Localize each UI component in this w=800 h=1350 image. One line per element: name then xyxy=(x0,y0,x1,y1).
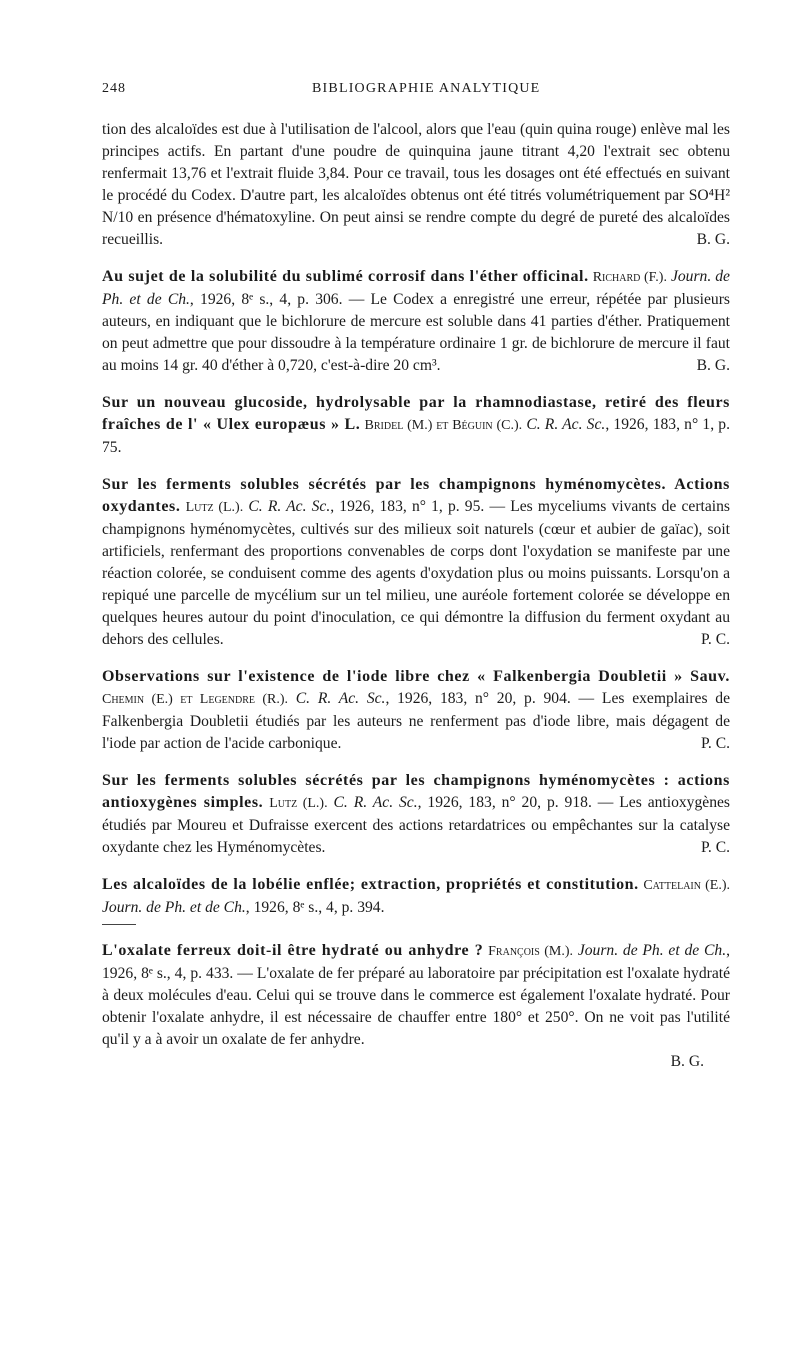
entry-continuation xyxy=(102,119,730,251)
entry-signature: P. C. xyxy=(700,735,730,752)
entry-text xyxy=(102,392,730,459)
entry-author: Chemin (E.) et Legendre (R.). xyxy=(102,692,289,707)
entry-title: Les alcaloïdes de la lobélie enflée; extraction, propriétés et constitution. xyxy=(102,876,639,893)
entry-journal: C. R. Ac. Sc. xyxy=(333,794,418,811)
entry-antioxygenes xyxy=(102,770,730,859)
entry-reference: , 1926, 183, n° 20, p. 918. — xyxy=(417,794,614,811)
entry-title: Au sujet de la solubilité du sublimé corrosif dans l'éther officinal. xyxy=(102,268,589,285)
entry-signature: B. G. xyxy=(696,231,730,248)
entry-oxalate-ferreux xyxy=(102,940,730,1073)
entry-signature: B. G. xyxy=(696,357,730,374)
entry-glucoside xyxy=(102,392,730,459)
entry-iode-libre xyxy=(102,666,730,755)
entry-journal: C. R. Ac. Sc. xyxy=(248,498,331,515)
entry-journal: Journ. de Ph. et de Ch. xyxy=(102,899,246,916)
entry-text xyxy=(102,266,730,377)
entry-text xyxy=(102,874,730,919)
entry-title: Sur les ferments solubles sécrétés par les champignons hyménomycètes : actions antioxygènes simples. xyxy=(102,772,730,811)
entry-body-text: Les antioxygènes étudiés par Moureu et Dufraisse exercent des actions retardatrices ou empêchantes sur la catalyse oxydante chez les Hyménomycètes. xyxy=(102,794,730,856)
entry-author: François (M.). xyxy=(488,944,573,959)
page-header xyxy=(102,78,730,104)
entry-journal: Journ. de Ph. et de Ch. xyxy=(102,268,730,308)
entry-signature: P. C. xyxy=(700,631,730,648)
entry-author: Lutz (L.). xyxy=(269,796,328,811)
entry-reference: , 1926, 8ᵉ s., 4, p. 433. — xyxy=(102,942,731,982)
entry-title: Sur les ferments solubles sécrétés par les champignons hyménomycètes. Actions oxydantes. xyxy=(102,476,730,515)
entry-author: Richard (F.). xyxy=(592,270,667,285)
document-page xyxy=(102,78,730,1073)
entry-lobelie xyxy=(102,874,730,925)
entry-body-text: L'oxalate de fer préparé au laboratoire par précipitation est l'oxalate hydraté à deux molécules d'eau. Celui qui se trouve dans le commerce est également l'oxalate hydraté. Pour obtenir l'oxalate anhydre, il est nécessaire de chauffer entre 180° et 250°. On ne voit pas l'utilité qu'il y a à avoir un oxalate de fer anhydre. xyxy=(102,965,730,1048)
entry-journal: Journ. de Ph. et de Ch. xyxy=(577,942,727,959)
entry-reference: , 1926, 183, n° 20, p. 904. — xyxy=(385,690,595,707)
entry-title: L'oxalate ferreux doit-il être hydraté ou anhydre ? xyxy=(102,942,484,959)
entry-body-text: Les exemplaires de Falkenbergia Doubletii étudiés par les auteurs ne renferment pas d'iode libre, mais dégagent de l'iode par action de l'acide carbonique. xyxy=(102,690,731,752)
separator-rule xyxy=(102,924,136,925)
entry-text xyxy=(102,474,730,651)
entry-sublime-corrosif xyxy=(102,266,730,377)
page-number: 248 xyxy=(102,81,126,96)
entry-journal: C. R. Ac. Sc. xyxy=(295,690,386,707)
entry-author: Bridel (M.) et Béguin (C.). xyxy=(364,418,523,433)
entry-body-text: tion des alcaloïdes est due à l'utilisation de l'alcool, alors que l'eau (quin quina rouge) enlève mal les principes actifs. En partant d'une poudre de quinquina jaune titrant 4,20 l'extrait sec obtenu renfermait 13,76 et l'extrait fluide 3,84. Pour ce travail, tous les dosages ont été effectués en suivant le procédé du Codex. D'autre part, les alcaloïdes obtenus ont été titrés volumétriquement par SO⁴H² N/10 en présence d'hématoxyline. On peut ainsi se rendre compte du degré de pureté des alcaloïdes recueillis. xyxy=(102,121,730,248)
entry-signature: B. G. xyxy=(670,1053,704,1070)
running-head: BIBLIOGRAPHIE ANALYTIQUE xyxy=(312,81,541,96)
entry-body-text: Les myceliums vivants de certains champignons hyménomycètes, cultivés sur des milieux soit naturels (cœur et aubier de gaïac), soit artificiels, renfermant des proportions convenables de corps dont l'oxydation se manifeste par une réaction colorée, se conduisent comme des agents d'oxydation plus ou moins puissants. Lorsqu'on a repiqué une parcelle de mycélium sur un tel milieu, une auréole fortement colorée se développe en quelques heures autour du point d'inoculation, ce qui démontre la diffusion du ferment oxydant au dehors des cellules. xyxy=(102,498,730,648)
entry-ferments-oxydantes xyxy=(102,474,730,651)
entry-reference: , 1926, 183, n° 1, p. 75. xyxy=(102,416,730,456)
entry-reference: , 1926, 8ᵉ s., 4, p. 306. — xyxy=(189,291,365,308)
entry-reference: , 1926, 8ᵉ s., 4, p. 394. xyxy=(245,899,385,916)
entry-text xyxy=(102,666,730,755)
entry-text xyxy=(102,770,730,859)
entry-text xyxy=(102,940,730,1051)
entry-title: Observations sur l'existence de l'iode libre chez « Falkenbergia Doubletii » Sauv. xyxy=(102,668,730,685)
entry-author: Lutz (L.). xyxy=(185,500,244,515)
entry-signature: P. C. xyxy=(700,839,730,856)
entry-author: Cattelain (E.). xyxy=(643,878,730,893)
entry-journal: C. R. Ac. Sc. xyxy=(526,416,606,433)
entry-body xyxy=(102,119,730,251)
entry-reference: , 1926, 183, n° 1, p. 95. — xyxy=(330,498,506,515)
entry-body-text: Le Codex a enregistré une erreur, répétée par plusieurs auteurs, en indiquant que le bichlorure de mercure est soluble dans 41 parties d'éther. Pratiquement on peut admettre que pour dissoudre à la température ordinaire 1 gr. de bichlorure de mercure il faut au moins 14 gr. 40 d'éther à 0,720, c'est-à-dire 20 cm³. xyxy=(102,291,730,374)
entry-title: Sur un nouveau glucoside, hydrolysable par la rhamnodiastase, retiré des fleurs fraîches de l' « Ulex europæus » L. xyxy=(102,394,730,433)
